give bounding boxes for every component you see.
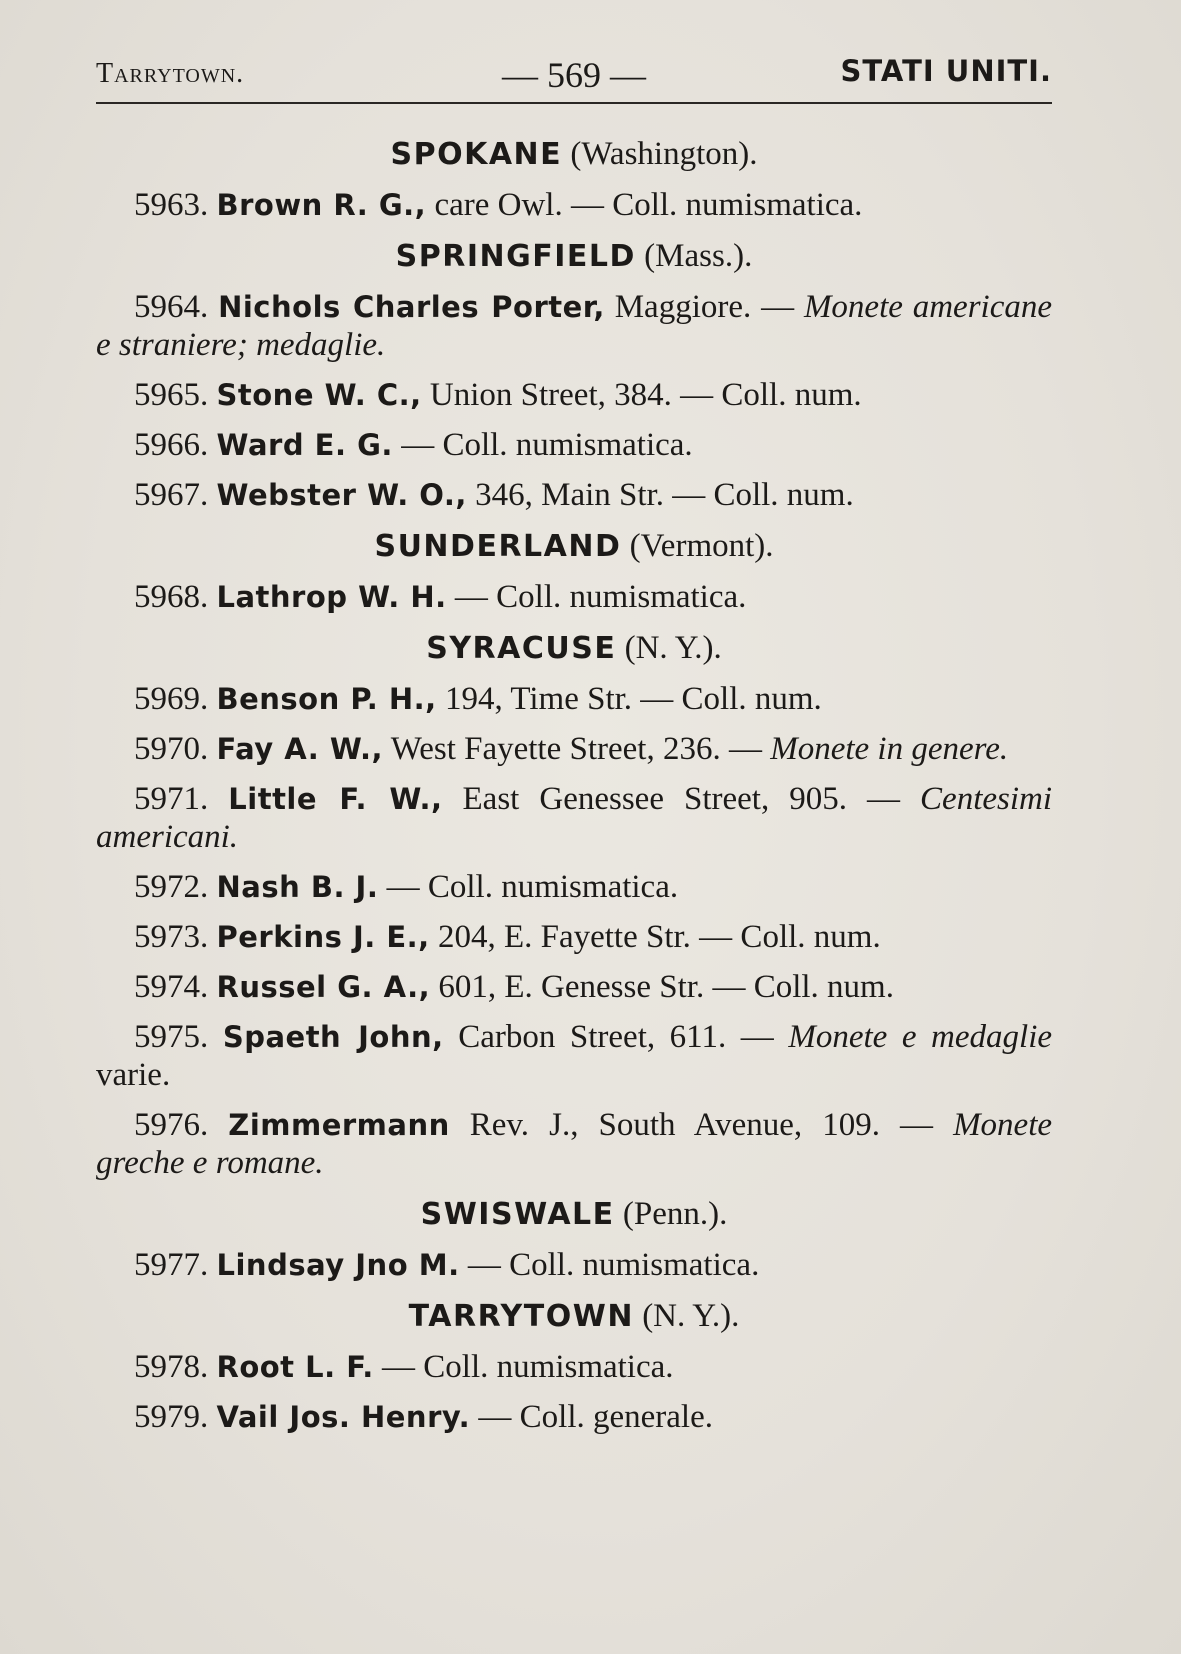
page-number: — 569 — <box>502 55 646 95</box>
collector-name: Perkins J. E., <box>216 920 430 954</box>
entry-number: 5977. <box>134 1247 217 1283</box>
collection-description: Monete americane e straniere; medaglie. <box>96 289 1053 363</box>
collection-description: Monete in genere. <box>770 731 1009 767</box>
entry-address: 204, E. Fayette Str. — Coll. num. <box>429 919 881 955</box>
city-heading <box>96 526 1052 568</box>
collection-description: Centesimi americani. <box>96 781 1053 855</box>
collection-description: Monete greche e romane. <box>96 1107 1053 1181</box>
collector-entry <box>96 1398 1052 1436</box>
collector-entry <box>96 376 1052 414</box>
entry-address: — Coll. generale. <box>470 1399 713 1435</box>
collector-name: Spaeth John, <box>222 1020 444 1054</box>
collector-name: Zimmermann <box>228 1108 450 1142</box>
collector-name: Benson P. H., <box>216 682 437 716</box>
entry-address: — Coll. numismatica. <box>373 1349 674 1385</box>
city-heading <box>96 1194 1052 1236</box>
collector-entry <box>96 1246 1052 1284</box>
city-region: (Penn.). <box>614 1196 728 1232</box>
collector-name: Vail Jos. Henry. <box>216 1400 471 1434</box>
collector-entry <box>96 868 1052 906</box>
entry-address: Rev. J., South Avenue, 109. — <box>449 1107 954 1143</box>
entry-address: — Coll. numismatica. <box>392 427 693 463</box>
collector-name: Root L. F. <box>216 1350 374 1384</box>
collector-name: Stone W. C., <box>216 378 422 412</box>
collector-name: Webster W. O., <box>216 478 467 512</box>
entry-number: 5967. <box>134 477 217 513</box>
entry-number: 5973. <box>134 919 217 955</box>
collector-entry <box>96 680 1052 718</box>
directory-listing <box>96 134 1052 1448</box>
entry-number: 5968. <box>134 579 217 615</box>
collector-name: Little F. W., <box>228 782 443 816</box>
collector-entry <box>96 476 1052 514</box>
collector-name: Nash B. J. <box>216 870 379 904</box>
description-tail: varie. <box>96 1057 171 1093</box>
city-region: (N. Y.). <box>633 1298 740 1334</box>
entry-number: 5979. <box>134 1399 217 1435</box>
entry-address: — Coll. numismatica. <box>378 869 679 905</box>
collector-name: Lindsay Jno M. <box>216 1248 460 1282</box>
entry-address: — Coll. numismatica. <box>446 579 747 615</box>
collector-entry <box>96 1018 1052 1094</box>
entry-number: 5964. <box>134 289 219 325</box>
entry-address: West Fayette Street, 236. — <box>383 731 771 767</box>
city-name: SPOKANE <box>390 137 563 172</box>
city-heading <box>96 1296 1052 1338</box>
city-name: SUNDERLAND <box>374 529 622 564</box>
collection-description: Monete e medaglie <box>788 1019 1053 1055</box>
collector-entry <box>96 288 1052 364</box>
entry-address: — Coll. numismatica. <box>459 1247 760 1283</box>
collector-name: Russel G. A., <box>216 970 431 1004</box>
entry-number: 5963. <box>134 187 217 223</box>
city-region: (Vermont). <box>621 528 774 564</box>
city-name: TARRYTOWN <box>408 1299 634 1334</box>
running-header <box>96 48 1052 100</box>
city-name: SPRINGFIELD <box>395 239 636 274</box>
entry-number: 5971. <box>134 781 229 817</box>
city-name: SYRACUSE <box>426 631 617 666</box>
entry-address: 346, Main Str. — Coll. num. <box>466 477 854 513</box>
entry-number: 5969. <box>134 681 217 717</box>
entry-number: 5970. <box>134 731 217 767</box>
entry-address: Carbon Street, 611. — <box>443 1019 789 1055</box>
city-name: SWISWALE <box>420 1197 615 1232</box>
entry-address: Union Street, 384. — Coll. num. <box>421 377 862 413</box>
entry-number: 5975. <box>134 1019 223 1055</box>
entry-number: 5966. <box>134 427 217 463</box>
city-heading <box>96 236 1052 278</box>
collector-entry <box>96 578 1052 616</box>
entry-number: 5965. <box>134 377 217 413</box>
collector-name: Brown R. G., <box>216 188 427 222</box>
entry-number: 5978. <box>134 1349 217 1385</box>
collector-name: Ward E. G. <box>216 428 393 462</box>
collector-entry <box>96 426 1052 464</box>
entry-number: 5972. <box>134 869 217 905</box>
running-head-right: STATI UNITI. <box>840 54 1052 88</box>
entry-address: 601, E. Genesse Str. — Coll. num. <box>430 969 894 1005</box>
city-region: (N. Y.). <box>616 630 722 666</box>
collector-name: Lathrop W. H. <box>216 580 447 614</box>
collector-entry <box>96 1106 1052 1182</box>
city-region: (Washington). <box>562 136 758 172</box>
collector-entry <box>96 968 1052 1006</box>
city-heading <box>96 134 1052 176</box>
collector-name: Nichols Charles Porter, <box>218 290 605 324</box>
entry-address: Maggiore. — <box>604 289 804 325</box>
entry-address: care Owl. — Coll. numismatica. <box>426 187 863 223</box>
entry-address: East Genessee Street, 905. — <box>442 781 921 817</box>
running-head-left: Tarrytown. <box>96 58 245 89</box>
collector-entry <box>96 186 1052 224</box>
entry-address: 194, Time Str. — Coll. num. <box>436 681 822 717</box>
city-heading <box>96 628 1052 670</box>
collector-entry <box>96 1348 1052 1386</box>
entry-number: 5974. <box>134 969 217 1005</box>
collector-entry <box>96 918 1052 956</box>
entry-number: 5976. <box>134 1107 229 1143</box>
header-rule <box>96 102 1052 104</box>
collector-entry <box>96 780 1052 856</box>
collector-name: Fay A. W., <box>216 732 384 766</box>
collector-entry <box>96 730 1052 768</box>
city-region: (Mass.). <box>635 238 753 274</box>
